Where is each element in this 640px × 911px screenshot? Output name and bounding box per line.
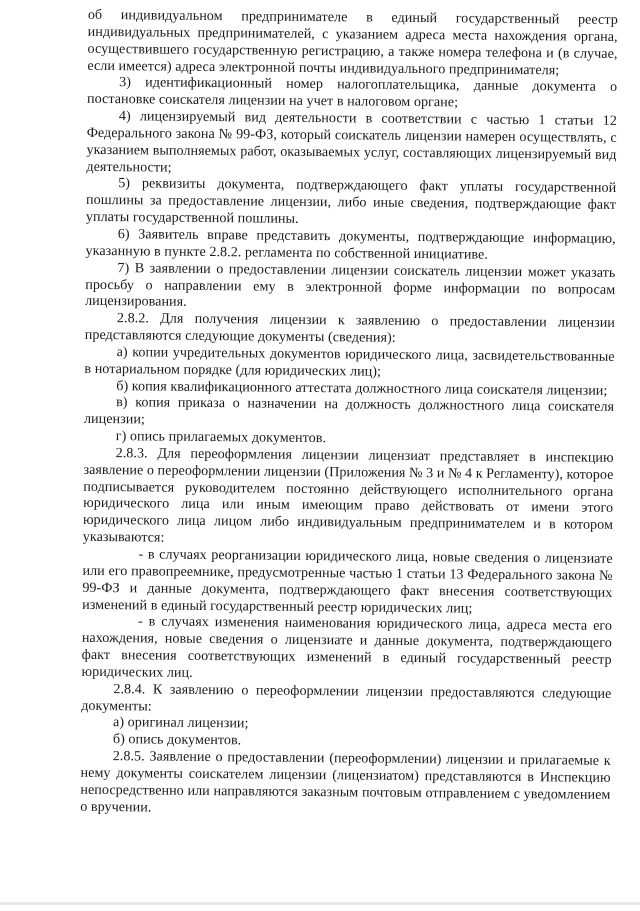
list-item-a-founding-documents: а) копии учредительных документов юридического лица, засвидетельствованные в нотариальном порядке (для юридических лиц); xyxy=(84,344,614,383)
paragraph-item-3-inn: 3) идентификационный номер налогоплательщика, данные документа о постановке соискателя лицензии на учет в налоговом органе; xyxy=(87,74,617,113)
paragraph-2-8-3: 2.8.3. Для переоформления лицензии лицензиат представляет в инспекцию заявление о переоформлении лицензии (Приложения № 3 и № 4 к Регламенту), которое подписывается руководителем постоянно действующего исполнительного органа юридического лица или иным имеющим право действовать от имени этого юридического лица лицом либо индивидуальным предпринимателем и в котором указываются: xyxy=(83,445,614,551)
paragraph-2-8-2: 2.8.2. Для получения лицензии к заявлению о предоставлении лицензии представляются следующие документы (сведения): xyxy=(85,310,615,349)
list-item-v-appointment-order: в) копия приказа о назначении на должность должностного лица соискателя лицензии; xyxy=(84,394,614,433)
list-item-b-qualification-certificate: б) копия квалификационного аттестата должностного лица соискателя лицензии; xyxy=(84,377,614,399)
paragraph-continuation-individual-entrepreneur: об индивидуальном предпринимателе в единый государственный реестр индивидуальных предпринимателей, с указанием адреса места нахождения органа, осуществившего государственную регистрацию, а также номера телефона и (в случае, если имеется) адреса электронной почты индивидуального предпринимателя; xyxy=(87,7,618,79)
list-item-reorganization: - в случаях реорганизации юридического лица, новые сведения о лицензиате или его правопреемнике, предусмотренные частью 1 статьи 13 Федерального закона № 99-ФЗ и данные документа, подтверждающего факт внесения соответствующих изменений в единый государственный реестр юридических лиц; xyxy=(82,546,613,618)
paragraph-item-4-licensed-activity: 4) лицензируемый вид деятельности в соответствии с частью 1 статьи 12 Федерального закона № 99-ФЗ, который соискатель лицензии намерен осуществлять, с указанием выполняемых работ, оказываемых услуг, составляющих лицензируемый вид деятельности; xyxy=(86,108,617,180)
paragraph-item-7-electronic-request: 7) В заявлении о предоставлении лицензии соискатель лицензии может указать просьбу о направлении ему в электронной форме информации по вопросам лицензирования. xyxy=(85,259,615,315)
list-item-original-license: а) оригинал лицензии; xyxy=(81,714,611,736)
paragraph-item-5-state-duty: 5) реквизиты документа, подтверждающего факт уплаты государственной пошлины за предоставление лицензии, либо иные сведения, подтверждающие факт уплаты государственной пошлины. xyxy=(86,175,616,231)
paragraph-2-8-5: 2.8.5. Заявление о предоставлении (переоформлении) лицензии и прилагаемые к нему документы соискателем лицензии (лицензиатом) представляются в Инспекцию непосредственно или направляются заказным почтовым отправлением с уведомлением о вручении. xyxy=(80,748,611,820)
list-item-documents-inventory: б) опись документов. xyxy=(81,731,611,753)
paragraph-2-8-4: 2.8.4. К заявлению о переоформлении лицензии предоставляются следующие документы: xyxy=(81,681,611,720)
list-item-name-change: - в случаях изменения наименования юридического лица, адреса места его нахождения, новые сведения о лицензиате и данные документа, подтверждающего факт внесения соответствующих изменений в единый государственный реестр юридических лиц. xyxy=(81,613,612,685)
list-item-g-inventory: г) опись прилагаемых документов. xyxy=(84,428,614,450)
paragraph-item-6-applicant-right: 6) Заявитель вправе представить документы, подтверждающие информацию, указанную в пункте 2.8.2. регламента по собственной инициативе. xyxy=(86,226,616,265)
